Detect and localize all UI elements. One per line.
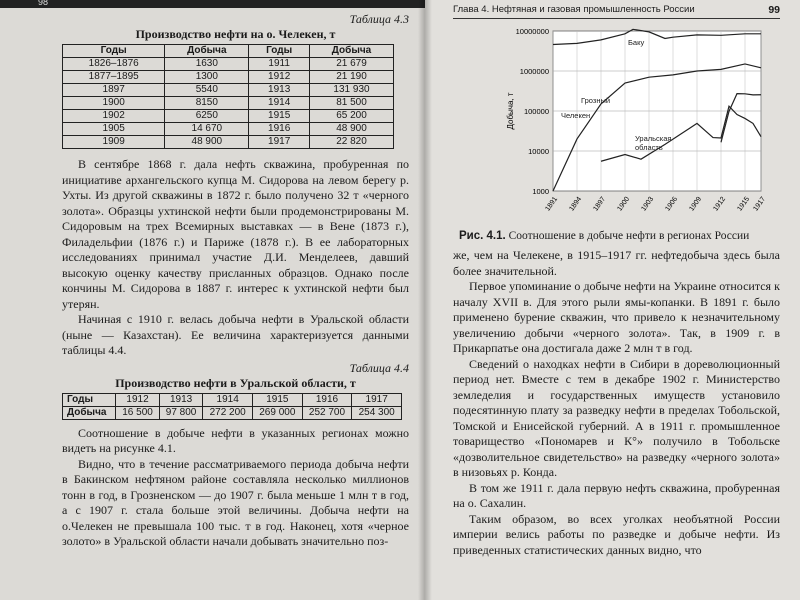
x-tick-label: 1900 <box>616 195 632 213</box>
table-row <box>63 84 394 97</box>
figure-caption <box>459 230 780 242</box>
table-row <box>63 58 394 71</box>
table-cell: 48 900 <box>310 123 394 136</box>
right-page <box>425 0 800 600</box>
right-paragraph-5: Таким образом, во всех уголках необъятной России империи велись работы по разведке и добыче нефти. Из приведенных статистических данных видно, что <box>453 511 780 557</box>
table-cell: 1914 <box>203 393 253 406</box>
x-tick-label: 1912 <box>712 195 728 213</box>
table-cell: 1911 <box>249 58 310 71</box>
table-cell: 97 800 <box>159 406 203 419</box>
table-cell: 65 200 <box>310 110 394 123</box>
table-cell: 21 190 <box>310 71 394 84</box>
y-tick-label: 10000 <box>528 147 549 156</box>
table-4-3-label: Таблица 4.3 <box>349 12 409 26</box>
y-axis-label: Добыча, т <box>506 92 515 130</box>
table-cell: 1912 <box>249 71 310 84</box>
table-row <box>63 97 394 110</box>
table-cell: 6250 <box>165 110 249 123</box>
table-cell: 21 679 <box>310 58 394 71</box>
y-tick-label: 10000000 <box>515 27 549 36</box>
series-label: Баку <box>628 38 645 47</box>
table-cell: 81 500 <box>310 97 394 110</box>
right-page-number: 99 <box>768 4 780 16</box>
table-cell: 1897 <box>63 84 165 97</box>
table-cell: 1913 <box>159 393 203 406</box>
x-tick-label: 1915 <box>736 195 752 213</box>
x-tick-label: 1903 <box>640 195 656 213</box>
y-tick-label: 1000 <box>532 187 549 196</box>
table-cell: 269 000 <box>253 406 303 419</box>
table-cell: 1913 <box>249 84 310 97</box>
left-paragraph-3: Соотношение в добыче нефти в указанных регионах можно видеть на рисунке 4.1. <box>62 425 409 455</box>
x-tick-label: 1894 <box>568 195 584 213</box>
y-tick-label: 100000 <box>523 107 549 116</box>
right-paragraph-2: Первое упоминание о добыче нефти на Украине относится к началу XVII в. Для этого рыли ямы-копанки. В 1891 г. было применено бурение скважин, что привело к незначительному увеличению добычи «черного золота». Так, в 1909 г. в Прикарпатье она достигала даже 2 млн т в год. <box>453 279 780 355</box>
series-label: область <box>635 143 663 152</box>
table-cell: 1877–1895 <box>63 71 165 84</box>
table-cell: 1300 <box>165 71 249 84</box>
table-4-3-title: Производство нефти на о. Челекен, т <box>135 27 336 41</box>
table-cell: 252 700 <box>302 406 352 419</box>
table-cell: 1909 <box>63 136 165 149</box>
table-4-4 <box>62 393 402 420</box>
table-cell: 1630 <box>165 58 249 71</box>
table-4-4-label: Таблица 4.4 <box>349 360 409 375</box>
table-cell: 1905 <box>63 123 165 136</box>
figure-4-1-chart <box>453 23 773 228</box>
table-cell: 14 670 <box>165 123 249 136</box>
x-tick-label: 1906 <box>664 195 680 213</box>
table-cell: 1914 <box>249 97 310 110</box>
y-tick-label: 1000000 <box>519 67 549 76</box>
table-cell: 1912 <box>116 393 160 406</box>
book-gutter <box>418 0 432 600</box>
table-cell: 1900 <box>63 97 165 110</box>
table-cell: 1917 <box>352 393 402 406</box>
table-cell: 254 300 <box>352 406 402 419</box>
figure-caption-text: Соотношение в добыче нефти в регионах России <box>508 230 750 242</box>
right-paragraph-4: В том же 1911 г. дала первую нефть скважина, пробуренная на о. Сахалин. <box>453 480 780 510</box>
table-cell: 1902 <box>63 110 165 123</box>
table-cell: 1915 <box>253 393 303 406</box>
table-cell: 1826–1876 <box>63 58 165 71</box>
table-row <box>63 123 394 136</box>
table-4-3-header: Добыча <box>165 45 249 58</box>
table-4-3 <box>62 44 394 149</box>
table-cell: 1916 <box>249 123 310 136</box>
table-cell: 1915 <box>249 110 310 123</box>
table-row <box>63 136 394 149</box>
right-paragraph-3: Сведений о находках нефти в Сибири в дореволюционный период нет. Вместе с тем в декабре 1902 г. Министерство земледелия и государственных имуществ установило подесятинную плату за разведку нефти в пределах Тобольской, Томской и Енисейской губерний. А в 1911 г. промышленное товарищество «Пономарев и К°» получило в Тобольске «дозволительное свидетельство» на разведку «черного золота» в низовьях р. Конда. <box>453 356 780 479</box>
left-page-number: 98 <box>38 0 49 7</box>
table-4-3-header: Годы <box>63 45 165 58</box>
figure-caption-number: Рис. 4.1. <box>459 230 506 242</box>
table-4-4-output-label: Добыча <box>63 406 116 419</box>
table-4-3-header: Добыча <box>310 45 394 58</box>
x-tick-label: 1917 <box>752 195 768 213</box>
table-cell: 16 500 <box>116 406 160 419</box>
figure-4-1 <box>453 23 773 228</box>
x-tick-label: 1909 <box>688 195 704 213</box>
x-tick-label: 1897 <box>592 195 608 213</box>
table-cell: 22 820 <box>310 136 394 149</box>
right-paragraph-1: же, чем на Челекене, в 1915–1917 гг. нефтедобыча здесь была более значительной. <box>453 248 780 278</box>
table-cell: 272 200 <box>203 406 253 419</box>
table-4-4-title: Производство нефти в Уральской области, т <box>115 375 356 390</box>
table-cell: 1916 <box>302 393 352 406</box>
left-paragraph-2: Начиная с 1910 г. велась добыча нефти в Уральской области (ныне — Казахстан). Ее величина характеризуется данными таблицы 4.4. <box>62 312 409 357</box>
running-head <box>453 4 780 19</box>
left-paragraph-1: В сентябре 1868 г. дала нефть скважина, пробуренная по инициативе архангельского купца М. Сидорова на левом берегу р. Ухты. Из другой скважины в 1872 г. было получено 32 т «черного золота». Образцы ухтинской нефти были продемонстрированы М. Сидоровым на трех Всемирных выставках — в Вене (1873 г.), Филадельфии (1876 г.) и Париже (1878 г.). В ее лабораторных исследованиях принимал участие Д.И. Менделеев, давший высокую оценку качеству присланных образцов. Однако после кончины М. Сидорова в 1887 г. интерес к ухтинской нефти был утерян. <box>62 157 409 311</box>
table-row <box>63 110 394 123</box>
table-cell: 1917 <box>249 136 310 149</box>
table-4-4-years-label: Годы <box>63 393 116 406</box>
running-head-title: Глава 4. Нефтяная и газовая промышленность России <box>453 4 695 15</box>
series-label: Челекен <box>561 111 591 120</box>
table-cell: 5540 <box>165 84 249 97</box>
left-page-header-strip <box>0 0 425 8</box>
table-cell: 48 900 <box>165 136 249 149</box>
table-cell: 131 930 <box>310 84 394 97</box>
series-label: Грозный <box>581 96 611 105</box>
x-tick-label: 1891 <box>544 195 560 213</box>
series-label: Уральская <box>635 134 672 143</box>
table-4-3-header: Годы <box>249 45 310 58</box>
left-paragraph-4: Видно, что в течение рассматриваемого периода добыча нефти в Бакинском нефтяном районе составляла несколько миллионов тонн в год, в Грозненском — до 1907 г. была меньше 1 млн т в год, а с 1907 г. стала больше этой величины. Добыча нефти на о.Челекен не превышала 100 тыс. т в год. Наконец, хотя «черное золото» в Уральской области начали добывать значительно поз- <box>62 456 409 548</box>
table-row <box>63 71 394 84</box>
table-cell: 8150 <box>165 97 249 110</box>
